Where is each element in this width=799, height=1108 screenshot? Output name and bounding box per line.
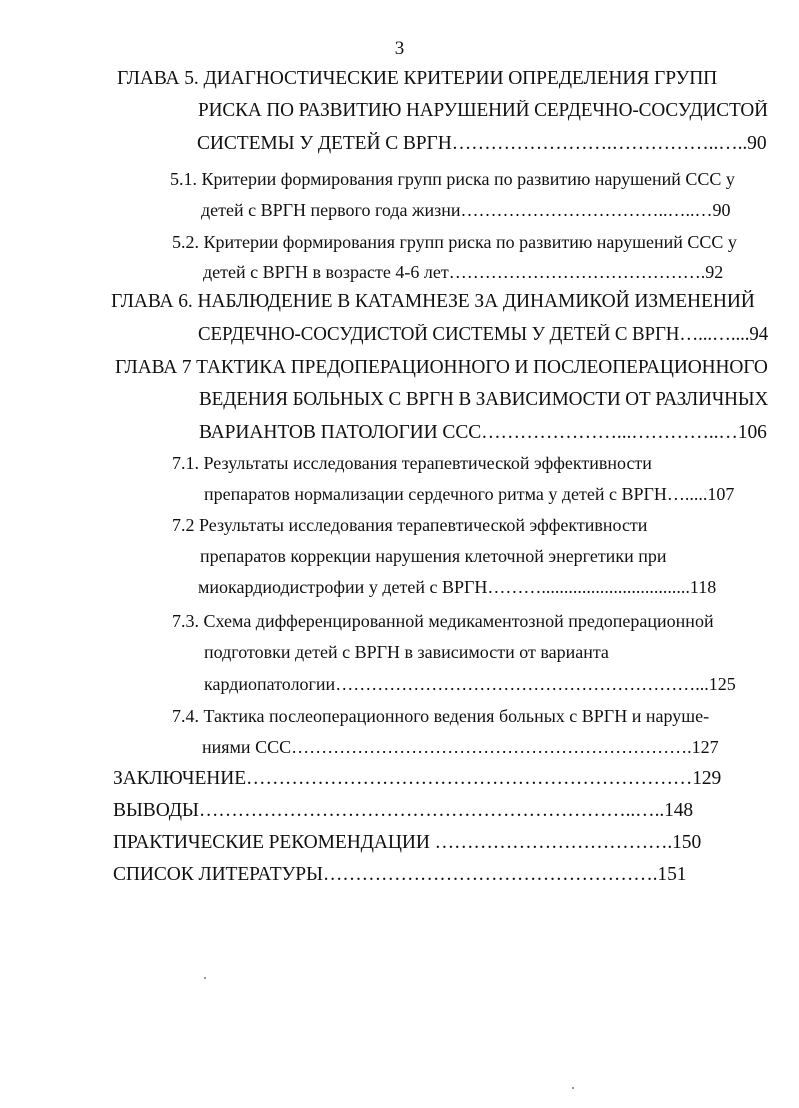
toc-chapter5-line1: ГЛАВА 5. ДИАГНОСТИЧЕСКИЕ КРИТЕРИИ ОПРЕДЕЛЕНИЯ ГРУПП [117, 68, 718, 89]
toc-section-7-2-line2: препаратов коррекции нарушения клеточной энергетики при [200, 546, 667, 566]
toc-chapter5-line2: РИСКА ПО РАЗВИТИЮ НАРУШЕНИЙ СЕРДЕЧНО-СОСУДИСТОЙ [198, 100, 768, 121]
toc-section-7-2-line3: миокардиодистрофии у детей с ВРГН……….................................118 [198, 577, 717, 597]
toc-chapter7-line2: ВЕДЕНИЯ БОЛЬНЫХ С ВРГН В ЗАВИСИМОСТИ ОТ РАЗЛИЧНЫХ [199, 389, 769, 410]
toc-section-5-2-line2: детей с ВРГН в возрасте 4-6 лет…………………………………….92 [203, 262, 724, 282]
toc-section-5-1-line1: 5.1. Критерии формирования групп риска по развитию нарушений ССС у [170, 169, 735, 189]
page-number: 3 [394, 38, 405, 59]
toc-section-7-4-line2: ниями ССС………………………………………………………….127 [202, 737, 719, 757]
toc-practical-recommendations: ПРАКТИЧЕСКИЕ РЕКОМЕНДАЦИИ ……………………………….150 [113, 832, 702, 853]
toc-section-7-4-line1: 7.4. Тактика послеоперационного ведения больных с ВРГН и наруше- [172, 706, 710, 726]
scan-speck [204, 977, 206, 979]
toc-section-7-3-line1: 7.3. Схема дифференцированной медикаментозной предоперационной [172, 611, 714, 631]
toc-findings: ВЫВОДЫ…………………………………………………………..…..148 [113, 800, 694, 821]
toc-section-7-1-line1: 7.1. Результаты исследования терапевтической эффективности [172, 453, 652, 473]
toc-section-7-3-line3: кардиопатологии……………………………………………………...125 [204, 674, 736, 694]
toc-chapter6-line2: СЕРДЕЧНО-СОСУДИСТОЙ СИСТЕМЫ У ДЕТЕЙ С ВРГН…...…....94 [198, 324, 769, 345]
toc-references: СПИСОК ЛИТЕРАТУРЫ…………………………………………….151 [113, 864, 687, 885]
toc-chapter5-line3: СИСТЕМЫ У ДЕТЕЙ С ВРГН…………………….……………..…..90 [197, 133, 767, 154]
toc-chapter7-line3: ВАРИАНТОВ ПАТОЛОГИИ ССС…………………...…………..…106 [199, 422, 767, 443]
toc-conclusion: ЗАКЛЮЧЕНИЕ……………………………………………………………129 [113, 768, 722, 789]
toc-section-7-2-line1: 7.2 Результаты исследования терапевтической эффективности [172, 515, 648, 535]
scan-speck [572, 1087, 574, 1089]
toc-chapter7-line1: ГЛАВА 7 ТАКТИКА ПРЕДОПЕРАЦИОННОГО И ПОСЛЕОПЕРАЦИОННОГО [115, 357, 768, 378]
toc-chapter6-line1: ГЛАВА 6. НАБЛЮДЕНИЕ В КАТАМНЕЗЕ ЗА ДИНАМИКОЙ ИЗМЕНЕНИЙ [111, 291, 755, 312]
toc-section-5-1-line2: детей с ВРГН первого года жизни……………………………..…..…90 [201, 200, 731, 220]
toc-section-7-3-line2: подготовки детей с ВРГН в зависимости от варианта [204, 642, 609, 662]
toc-section-7-1-line2: препаратов нормализации сердечного ритма у детей с ВРГН….....107 [204, 484, 735, 504]
toc-section-5-2-line1: 5.2. Критерии формирования групп риска по развитию нарушений ССС у [172, 232, 737, 252]
